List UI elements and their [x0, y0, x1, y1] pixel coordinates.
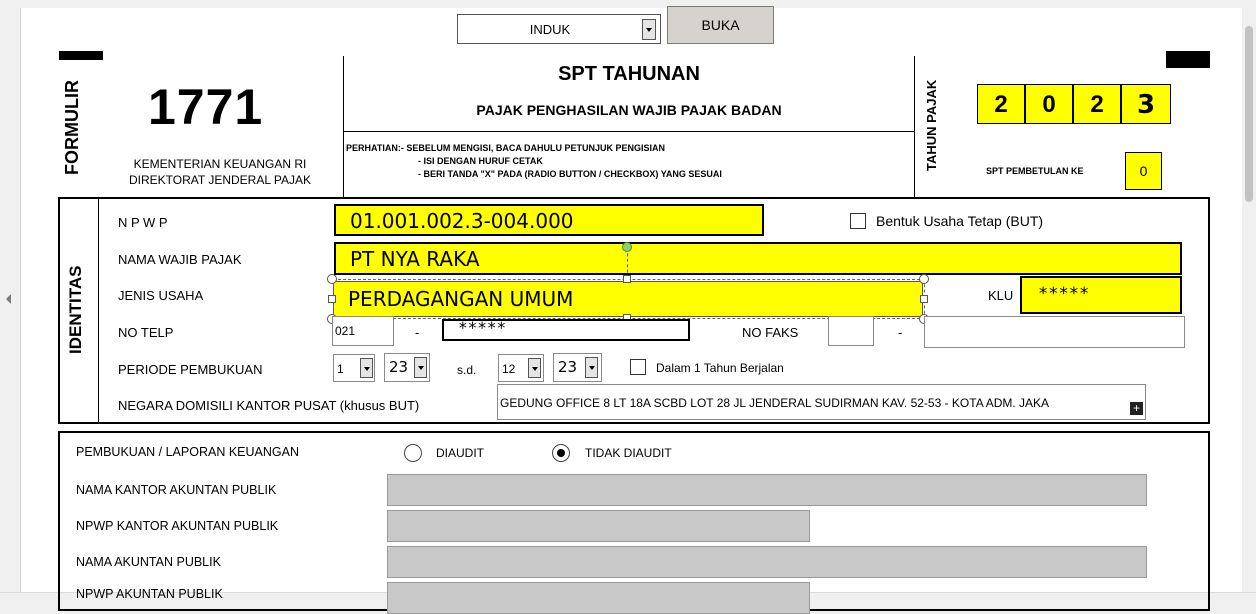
tax-year-digits: [977, 84, 1171, 124]
period-start-month-select[interactable]: [333, 354, 375, 382]
black-marker-left: [59, 51, 103, 60]
resize-handle-top-left[interactable]: [327, 274, 337, 284]
npwp-label: N P W P: [118, 215, 168, 230]
books-label: PEMBUKUAN / LAPORAN KEUANGAN: [76, 445, 299, 459]
taxpayer-name-label: NAMA WAJIB PAJAK: [118, 252, 242, 267]
not-audited-radio[interactable]: [552, 444, 570, 462]
form-type-dropdown-button[interactable]: [642, 19, 656, 40]
but-checkbox[interactable]: [850, 213, 866, 229]
notice-rule: [343, 131, 915, 132]
period-start-month-button[interactable]: [360, 358, 373, 378]
formulir-label: FORMULIR: [62, 80, 82, 175]
notice-line3: - BERI TANDA "X" PADA (RADIO BUTTON / CHECKBOX) YANG SESUAI: [418, 169, 722, 179]
rotation-stem: [627, 248, 628, 278]
fax-separator: -: [898, 325, 903, 340]
accountant-name-label: NAMA AKUNTAN PUBLIK: [76, 555, 221, 569]
taxpayer-name-input[interactable]: PT NYA RAKA: [334, 242, 1182, 275]
resize-handle-top[interactable]: [623, 275, 631, 283]
revision-label: SPT PEMBETULAN KE: [986, 166, 1084, 176]
but-label: Bentuk Usaha Tetap (BUT): [876, 213, 1044, 229]
period-end-month-value: 12: [502, 362, 516, 376]
period-start-month-value: 1: [337, 362, 344, 376]
resize-handle-right[interactable]: [920, 295, 928, 303]
identity-divider: [98, 198, 99, 423]
period-end-year-select[interactable]: [553, 353, 602, 382]
accountant-name-input[interactable]: [387, 546, 1147, 578]
domicile-input[interactable]: [497, 384, 1146, 420]
firm-npwp-label: NPWP KANTOR AKUNTAN PUBLIK: [76, 519, 279, 533]
phone-number-value: *****: [458, 318, 507, 337]
business-type-label: JENIS USAHA: [118, 288, 204, 303]
phone-number-input[interactable]: [442, 319, 690, 341]
chevron-down-icon: [646, 28, 652, 32]
expand-plus-icon[interactable]: +: [1130, 402, 1143, 415]
ministry-line2: DIREKTORAT JENDERAL PAJAK: [128, 173, 312, 187]
business-type-input[interactable]: PERDAGANGAN UMUM: [333, 281, 923, 317]
klu-input-value: *****: [1038, 284, 1090, 304]
accountant-npwp-label: NPWP AKUNTAN PUBLIK: [76, 587, 223, 601]
open-button-label: BUKA: [701, 17, 740, 33]
period-end-month-select[interactable]: [498, 354, 544, 382]
period-end-year-value: 23: [558, 358, 578, 376]
year-digit-1: 2: [977, 84, 1025, 124]
firm-npwp-input[interactable]: [387, 510, 810, 542]
within-year-checkbox[interactable]: [630, 359, 646, 375]
firm-name-label: NAMA KANTOR AKUNTAN PUBLIK: [76, 483, 277, 497]
header-divider-right: [914, 56, 915, 198]
phone-separator: -: [415, 325, 420, 340]
audited-label: DIAUDIT: [436, 446, 484, 460]
form-title: SPT TAHUNAN: [558, 63, 700, 85]
phone-label: NO TELP: [118, 325, 174, 340]
tax-year-label: TAHUN PAJAK: [924, 79, 939, 171]
fax-label: NO FAKS: [742, 325, 799, 340]
form-subtitle: PAJAK PENGHASILAN WAJIB PAJAK BADAN: [476, 102, 782, 118]
year-digit-3: 2: [1073, 84, 1121, 124]
notice-line2: - ISI DENGAN HURUF CETAK: [418, 156, 543, 166]
not-audited-label: TIDAK DIAUDIT: [585, 446, 672, 460]
klu-input[interactable]: [1020, 276, 1182, 314]
accountant-npwp-row: [58, 582, 1243, 601]
within-year-label: Dalam 1 Tahun Berjalan: [656, 361, 784, 375]
scroll-left-arrow-icon[interactable]: [6, 294, 11, 304]
period-end-month-button[interactable]: [528, 358, 541, 378]
chevron-down-icon: [364, 367, 370, 371]
chevron-down-icon: [532, 367, 538, 371]
firm-name-input[interactable]: [387, 474, 1147, 506]
radio-selected-dot: [557, 449, 565, 457]
audited-radio[interactable]: [404, 444, 422, 462]
form-type-dropdown[interactable]: [457, 14, 661, 44]
form-number: 1771: [148, 79, 264, 135]
open-button[interactable]: [667, 6, 774, 44]
period-start-year-select[interactable]: [384, 353, 430, 382]
domicile-label: NEGARA DOMISILI KANTOR PUSAT (khusus BUT): [118, 398, 420, 413]
domicile-value: GEDUNG OFFICE 8 LT 18A SCBD LOT 28 JL JENDERAL SUDIRMAN KAV. 52-53 - KOTA ADM. JAKA: [500, 396, 1050, 410]
period-sd-label: s.d.: [457, 363, 477, 377]
form-type-dropdown-value: INDUK: [529, 22, 571, 37]
npwp-input[interactable]: 01.001.002.3-004.000: [334, 204, 764, 236]
fax-area-input[interactable]: [828, 316, 874, 346]
black-marker-right: [1166, 51, 1210, 68]
resize-handle-top-right[interactable]: [919, 274, 929, 284]
chevron-down-icon: [589, 366, 595, 370]
period-start-year-value: 23: [389, 358, 409, 376]
resize-handle-left[interactable]: [328, 295, 336, 303]
rotation-handle-icon[interactable]: [622, 242, 632, 252]
period-label: PERIODE PEMBUKUAN: [118, 362, 263, 377]
accountant-npwp-input[interactable]: [387, 582, 810, 614]
fax-number-input[interactable]: [924, 316, 1185, 348]
year-digit-2: 0: [1025, 84, 1073, 124]
period-start-year-button[interactable]: [414, 357, 427, 378]
period-end-year-button[interactable]: [585, 357, 598, 378]
revision-input[interactable]: 0: [1125, 152, 1162, 190]
selection-frame: [333, 279, 925, 319]
year-digit-4: 3: [1121, 84, 1171, 124]
identity-label: IDENTITAS: [66, 265, 85, 355]
ministry-line1: KEMENTERIAN KEUANGAN RI: [133, 157, 307, 171]
phone-area-input[interactable]: [332, 316, 394, 346]
chevron-down-icon: [418, 366, 424, 370]
klu-label: KLU: [988, 288, 1014, 303]
notice-line1: PERHATIAN:- SEBELUM MENGISI, BACA DAHULU PETUNJUK PENGISIAN: [346, 143, 666, 153]
vertical-scrollbar-thumb[interactable]: [1245, 26, 1253, 202]
phone-area-value: 021: [335, 324, 356, 338]
